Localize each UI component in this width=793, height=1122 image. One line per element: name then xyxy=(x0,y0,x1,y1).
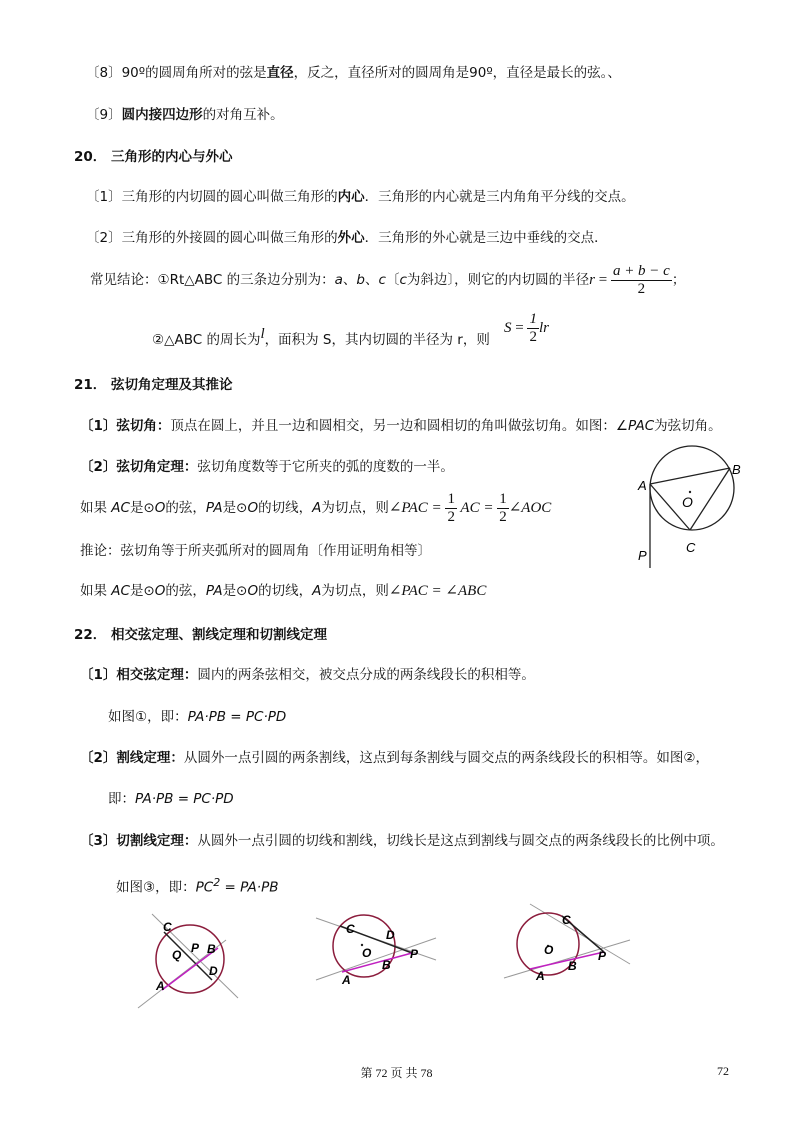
sec20-item-1: 〔1〕三角形的内切圆的圆心叫做三角形的内心．三角形的内心就是三内角角平分线的交点。 xyxy=(86,189,635,205)
label-a: A xyxy=(638,478,647,493)
f1-label-a: A xyxy=(156,979,165,993)
section-20-title: 20． 三角形的内心与外心 xyxy=(74,149,233,165)
circle-o xyxy=(650,446,734,530)
center-dot xyxy=(689,491,691,493)
f1-label-d: D xyxy=(209,964,218,978)
sec22-item-1-formula: 如图①，即：PA·PB = PC·PD xyxy=(108,709,287,725)
page-footer: 第 72 页 共 78 xyxy=(360,1066,433,1080)
f2-label-p: P xyxy=(410,947,419,961)
f1-label-q: Q xyxy=(172,948,182,962)
figure-2-secants xyxy=(312,908,442,988)
chord-ab xyxy=(650,468,730,484)
item-9: 〔9〕圆内接四边形的对角互补。 xyxy=(86,107,284,123)
f2-label-b: B xyxy=(382,958,391,972)
sec21-item-5: 如果 AC是⊙O的弦，PA是⊙O的切线，A为切点，则∠PAC = ∠ABC xyxy=(80,583,487,599)
section-22-title: 22． 相交弦定理、割线定理和切割线定理 xyxy=(74,627,327,643)
item-8: 〔8〕90º的圆周角所对的弦是直径，反之，直径所对的圆周角是90º，直径是最长的弦。、 xyxy=(86,65,621,81)
chord-bc xyxy=(690,468,730,530)
f3-label-c: C xyxy=(562,913,571,927)
f1-label-b: B xyxy=(207,942,216,956)
f3-label-p: P xyxy=(598,949,607,963)
sec22-item-2: 〔2〕割线定理：从圆外一点引圆的两条割线，这点到每条割线与圆交点的两条线段长的积相等。如图②， xyxy=(80,750,710,766)
section-21-title: 21． 弦切角定理及其推论 xyxy=(74,377,233,393)
secant-extension xyxy=(504,940,630,978)
sec21-corollary: 推论：弦切角等于所夹弧所对的圆周角〔作用证明角相等〕 xyxy=(80,543,431,559)
f3-label-a: A xyxy=(536,969,545,983)
label-o: O xyxy=(682,494,693,510)
label-c: C xyxy=(686,540,696,555)
sec22-item-2-formula: 即：PA·PB = PC·PD xyxy=(108,791,234,807)
label-b: B xyxy=(732,462,741,477)
tangent-chord-figure xyxy=(632,440,752,570)
f2-label-o: O xyxy=(362,946,372,960)
f2-label-a: A xyxy=(342,973,351,987)
f3-label-o: O xyxy=(544,943,554,957)
f1-label-c: C xyxy=(163,920,172,934)
sec22-item-3-formula: 如图③，即：$PC^2 = PA\cdot PB$ xyxy=(116,876,279,896)
sec22-item-3: 〔3〕切割线定理：从圆外一点引圆的切线和割线，切线长是这点到割线与圆交点的两条线段长的比例中项。 xyxy=(80,833,724,849)
page-number: 72 xyxy=(717,1064,729,1078)
secant-pba xyxy=(342,953,412,972)
sec20-conclusion-1: 常见结论：①Rt△ABC 的三条边分别为：a、b、c〔c为斜边〕，则它的内切圆的半径r = $\frac{a + b - c}{2}$ ； xyxy=(90,262,686,297)
inradius-fraction: $\frac{a + b - c}{2}$ xyxy=(612,262,670,297)
f2-label-c: C xyxy=(346,922,355,936)
sec21-item-1: 〔1〕弦切角：顶点在圆上，并且一边和圆相交，另一边和圆相切的角叫做弦切角。如图：∠PAC为弦切角。 xyxy=(80,418,722,434)
sec21-item-2: 〔2〕弦切角定理：弦切角度数等于它所夹的弧的度数的一半。 xyxy=(80,459,454,475)
figure-3-tangent-secant xyxy=(500,902,634,986)
secant-pba xyxy=(530,952,604,969)
sec20-conclusion-2: ②△ABC 的周长为l，面积为 S，其内切圆的半径为 r，则 xyxy=(152,326,490,348)
f2-label-d: D xyxy=(386,928,395,942)
f1-label-p: P xyxy=(191,941,200,955)
sec21-item-3: 如果 AC是⊙O的弦，PA是⊙O的切线，A为切点，则∠PAC = $\frac{1}{2}$ AC = $\frac{1}{2}$ ∠AOC xyxy=(80,490,552,525)
f3-label-b: B xyxy=(568,959,577,973)
sec22-item-1: 〔1〕相交弦定理：圆内的两条弦相交，被交点分成的两条线段长的积相等。 xyxy=(80,667,535,683)
sec20-item-2: 〔2〕三角形的外接圆的圆心叫做三角形的外心．三角形的外心就是三边中垂线的交点． xyxy=(86,230,608,246)
area-formula: S = $\frac{1}{2}$ lr xyxy=(504,310,549,345)
figure-1-intersecting-chords xyxy=(130,912,250,1012)
label-p: P xyxy=(638,548,647,563)
